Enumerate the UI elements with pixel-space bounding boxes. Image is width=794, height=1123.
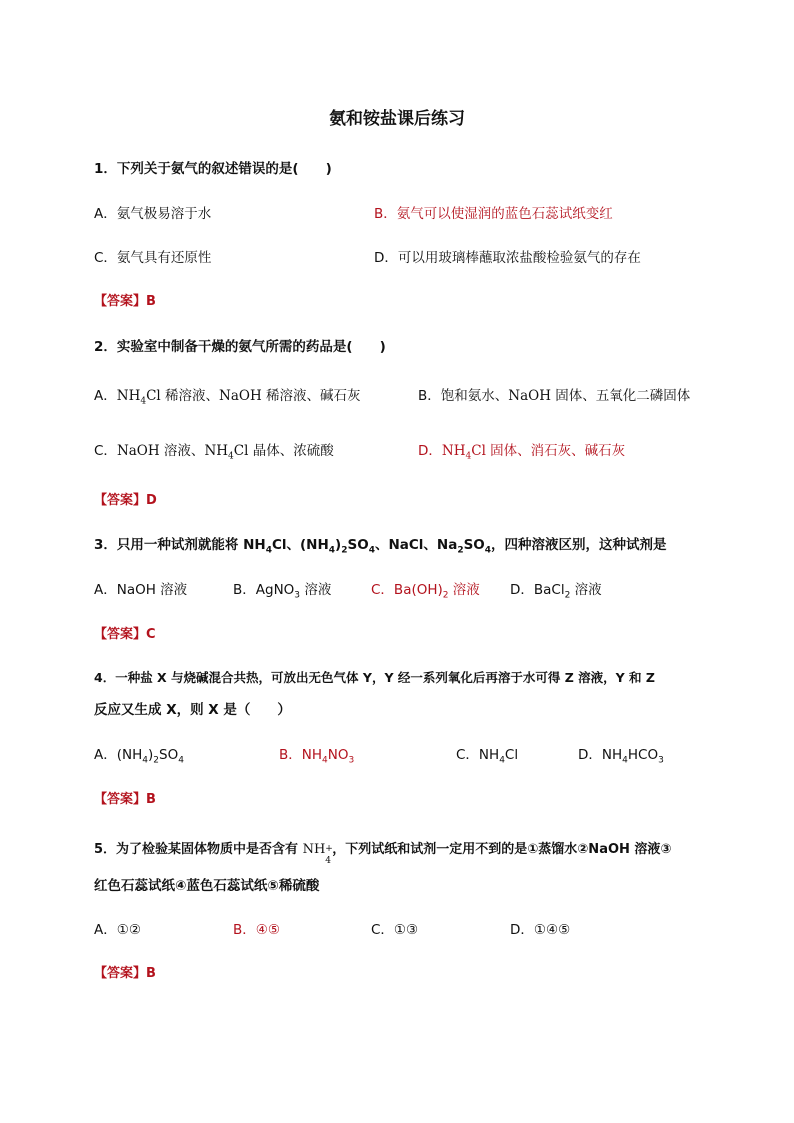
subscript: 4 bbox=[499, 755, 505, 766]
question-4-option-c bbox=[456, 743, 518, 766]
question-3-option-a: A．NaOH 溶液 bbox=[94, 582, 188, 598]
question-5-stem-line-1 bbox=[94, 838, 672, 866]
page-title: 氨和铵盐课后练习 bbox=[329, 109, 465, 129]
subscript: 2 bbox=[153, 755, 160, 766]
option-text: 溶液 bbox=[570, 582, 602, 598]
formula-nh4cl bbox=[441, 443, 486, 462]
option-text: Cl bbox=[504, 747, 519, 763]
option-text: B．NH bbox=[279, 747, 323, 763]
subscript: 2 bbox=[442, 590, 449, 601]
formula-subscript: 4 bbox=[325, 856, 332, 866]
option-text: 固体、消石灰、碱石灰 bbox=[485, 443, 626, 459]
question-3-stem bbox=[94, 533, 667, 556]
subscript: 4 bbox=[368, 545, 375, 556]
subscript: 4 bbox=[178, 755, 184, 766]
subscript: 3 bbox=[658, 755, 664, 766]
option-text: 溶液 bbox=[448, 582, 480, 598]
ammonium-ion-formula bbox=[302, 842, 333, 866]
option-label: C． bbox=[94, 443, 117, 459]
subscript: 4 bbox=[142, 755, 148, 766]
option-text: ) bbox=[148, 747, 154, 763]
question-3-answer: 【答案】C bbox=[94, 627, 156, 642]
question-4-answer: 【答案】B bbox=[94, 792, 156, 807]
question-1-stem: 1．下列关于氨气的叙述错误的是( ) bbox=[94, 161, 332, 177]
question-2-option-b bbox=[418, 384, 690, 404]
question-3-option-c bbox=[371, 578, 480, 601]
formula-subscript: 4 bbox=[465, 451, 472, 462]
subscript: 4 bbox=[328, 545, 336, 556]
subscript: 4 bbox=[322, 755, 328, 766]
question-1-option-b: B．氨气可以使湿润的蓝色石蕊试纸变红 bbox=[374, 206, 613, 222]
option-text: SO bbox=[159, 747, 179, 763]
question-4-option-d bbox=[578, 743, 664, 766]
formula-naoh: NaOH bbox=[116, 443, 160, 459]
option-text: C．NH bbox=[456, 747, 500, 763]
question-1-option-a: A．氨气极易溶于水 bbox=[94, 206, 212, 222]
formula-naoh: NaOH bbox=[508, 388, 551, 404]
question-3-option-b bbox=[233, 578, 331, 601]
subscript: 3 bbox=[294, 590, 301, 601]
formula-text: NH bbox=[441, 443, 466, 459]
option-text: B．饱和氨水、 bbox=[418, 388, 509, 404]
stem-text: ，四种溶液区别，这种试剂是 bbox=[491, 537, 667, 553]
question-2-answer: 【答案】D bbox=[94, 493, 157, 508]
stem-text: 3．只用一种试剂就能将 NH bbox=[94, 537, 266, 553]
formula-nh4cl bbox=[204, 443, 249, 462]
option-text: 溶液 bbox=[300, 582, 332, 598]
formula-text: NH bbox=[302, 842, 326, 857]
question-4-stem-line-2: 反应又生成 X，则 X 是（ ） bbox=[94, 702, 291, 718]
question-5-option-d: D．①④⑤ bbox=[510, 922, 571, 938]
question-4-option-a bbox=[94, 743, 184, 766]
question-2-option-a bbox=[94, 384, 361, 407]
option-text: NO bbox=[327, 747, 349, 763]
option-text: D．NH bbox=[578, 747, 623, 763]
option-label: A． bbox=[94, 388, 117, 404]
option-text: 固体、五氧化二磷固体 bbox=[550, 388, 691, 404]
question-1-option-c: C．氨气具有还原性 bbox=[94, 250, 212, 266]
subscript: 2 bbox=[341, 545, 348, 556]
formula-superscript: + bbox=[325, 844, 333, 854]
question-2-stem: 2．实验室中制备干燥的氨气所需的药品是( ) bbox=[94, 339, 386, 355]
formula-subscript: 4 bbox=[228, 451, 234, 462]
question-5-option-a: A．①② bbox=[94, 922, 141, 938]
formula-text: Cl bbox=[146, 388, 161, 404]
question-5-stem-line-2: 红色石蕊试纸④蓝色石蕊试纸⑤稀硫酸 bbox=[94, 878, 320, 894]
option-text: A．(NH bbox=[94, 747, 143, 763]
question-2-option-c bbox=[94, 439, 334, 462]
subscript: 3 bbox=[348, 755, 355, 766]
option-text: 稀溶液、碱石灰 bbox=[261, 388, 361, 404]
question-5-answer: 【答案】B bbox=[94, 966, 156, 981]
subscript: 2 bbox=[564, 590, 571, 601]
stem-text: Cl、(NH bbox=[271, 537, 329, 553]
subscript: 2 bbox=[457, 545, 464, 556]
stem-text: ，下列试纸和试剂一定用不到的是①蒸馏水②NaOH 溶液③ bbox=[332, 842, 672, 857]
stem-text: 、NaCl、Na bbox=[374, 537, 458, 553]
option-text: B．AgNO bbox=[233, 582, 295, 598]
option-text: HCO bbox=[627, 747, 659, 763]
question-2-option-d bbox=[418, 439, 625, 462]
stem-text: SO bbox=[347, 537, 369, 553]
stem-text: 5．为了检验某固体物质中是否含有 bbox=[94, 842, 303, 857]
formula-nh4cl bbox=[116, 388, 161, 407]
formula-subscript: 4 bbox=[140, 396, 147, 407]
option-text: 晶体、浓硫酸 bbox=[248, 443, 334, 459]
formula-text: NH bbox=[116, 388, 141, 404]
question-4-stem-line-1: 4．一种盐 X 与烧碱混合共热，可放出无色气体 Y，Y 经一系列氧化后再溶于水可得 Z 溶液，Y 和 Z bbox=[94, 670, 655, 685]
question-4-option-b bbox=[279, 743, 354, 766]
formula-naoh: NaOH bbox=[219, 388, 262, 404]
stem-text: SO bbox=[463, 537, 485, 553]
option-text: C．Ba(OH) bbox=[371, 582, 443, 598]
formula-text: NH bbox=[204, 443, 229, 459]
formula-text: Cl bbox=[471, 443, 486, 459]
subscript: 4 bbox=[265, 545, 272, 556]
option-text: D．BaCl bbox=[510, 582, 565, 598]
subscript: 4 bbox=[622, 755, 628, 766]
subscript: 4 bbox=[484, 545, 492, 556]
stem-text: ) bbox=[335, 537, 342, 553]
question-3-option-d bbox=[510, 578, 602, 601]
option-label: D． bbox=[418, 443, 442, 459]
option-text: 稀溶液、 bbox=[160, 388, 220, 404]
question-1-answer: 【答案】B bbox=[94, 294, 156, 309]
formula-text: Cl bbox=[233, 443, 249, 459]
question-1-option-d: D．可以用玻璃棒蘸取浓盐酸检验氨气的存在 bbox=[374, 250, 641, 266]
question-5-option-c: C．①③ bbox=[371, 922, 419, 938]
question-5-option-b: B．④⑤ bbox=[233, 922, 280, 938]
option-text: 溶液、 bbox=[159, 443, 205, 459]
